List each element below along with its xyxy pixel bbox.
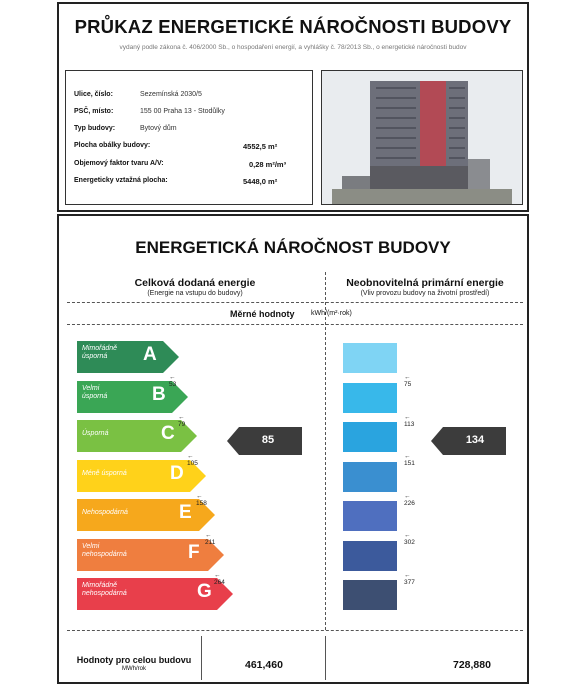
- primary-energy-class-d: [343, 462, 397, 492]
- measured-values-label: Měrné hodnoty: [230, 309, 295, 319]
- tick-value: 226: [404, 499, 415, 507]
- right-value: 134: [465, 434, 485, 446]
- totals-right-value: 728,880: [453, 659, 491, 671]
- right-tick-1: [404, 374, 411, 388]
- energy-performance-panel: [57, 214, 529, 684]
- tick-value: 264: [214, 578, 225, 586]
- ref-area-value: 5448,0 m²: [243, 177, 278, 186]
- tick-value: 302: [404, 539, 415, 546]
- band-label-line2: nehospodárná: [82, 550, 127, 558]
- band-label-line1: Velmi: [82, 542, 100, 550]
- band-label-e: [82, 509, 128, 517]
- band-letter-g: G: [197, 581, 212, 602]
- tick-arrow-icon: ←: [404, 571, 411, 579]
- tick-arrow-icon: ←: [187, 453, 194, 460]
- right-column-subheading: (Vliv provozu budovy na životní prostředí): [360, 290, 490, 297]
- band-letter-c: C: [161, 423, 175, 444]
- tick-arrow-icon: ←: [404, 413, 411, 421]
- tick-arrow-icon: ←: [196, 492, 203, 500]
- legal-subtitle: vydaný podle zákona č. 406/2000 Sb., o hospodaření energií, a vyhlášky č. 78/2013 Sb., o energetické náročnosti budov: [119, 44, 467, 51]
- primary-energy-class-c: [343, 422, 397, 452]
- type-value: Bytový dům: [140, 125, 177, 132]
- tick-arrow-icon: ←: [404, 492, 411, 500]
- tick-value: 75: [404, 381, 412, 388]
- band-label-a: [82, 345, 117, 361]
- tick-value: 151: [404, 460, 415, 467]
- certificate-header: [57, 2, 529, 212]
- band-label-line1: Mimořádně: [82, 345, 118, 352]
- band-label-line1: Nehospodárná: [82, 509, 128, 516]
- left-tick-4: [196, 493, 207, 507]
- type-label: Typ budovy:: [74, 125, 116, 132]
- primary-energy-class-e: [343, 501, 397, 531]
- totals-label: Hodnoty pro celou budovu: [76, 655, 192, 665]
- building-info: [65, 70, 313, 205]
- band-label-line1: Úsporná: [82, 430, 109, 437]
- street-label: Ulice, číslo:: [74, 91, 113, 98]
- band-label-line1: Mimořádně: [82, 582, 118, 589]
- right-tick-2: [404, 414, 414, 428]
- band-label-line2: úsporná: [82, 392, 108, 400]
- totals-left-value: 461,460: [245, 659, 283, 671]
- band-label-line1: Méně úsporná: [82, 469, 127, 477]
- factor-value: 0,28 m²/m³: [249, 160, 287, 169]
- primary-energy-class-a: [343, 343, 397, 373]
- energy-class-band-g: [77, 578, 233, 610]
- band-label-d: [82, 470, 127, 478]
- totals-sep-1: [201, 636, 202, 680]
- street-value: Sezemínská 2030/5: [140, 91, 202, 98]
- energy-class-band-e: [77, 499, 215, 531]
- primary-energy-class-g: [343, 580, 397, 610]
- band-label-line2: nehospodárná: [82, 590, 127, 597]
- factor-label: Objemový faktor tvaru A/V:: [74, 160, 164, 167]
- totals-unit: MWh/rok: [122, 666, 146, 672]
- tick-value: 211: [205, 539, 216, 546]
- tick-arrow-icon: ←: [205, 532, 212, 539]
- header-divider: [67, 302, 523, 303]
- totals-divider: [67, 630, 523, 631]
- tick-value: 53: [169, 381, 177, 388]
- band-letter-a: A: [143, 344, 157, 365]
- primary-energy-class-f: [343, 541, 397, 571]
- right-tick-5: [404, 532, 415, 546]
- band-label-g: [82, 582, 127, 598]
- energy-class-band-f: [77, 539, 224, 571]
- tick-arrow-icon: ←: [178, 413, 185, 421]
- tick-value: 113: [404, 420, 415, 428]
- right-tick-3: [404, 453, 415, 467]
- primary-energy-class-b: [343, 383, 397, 413]
- tick-arrow-icon: ←: [404, 453, 411, 460]
- totals-sep-2: [325, 636, 326, 680]
- ref-area-label: Energeticky vztažná plocha:: [74, 177, 168, 184]
- band-label-b: [82, 385, 107, 401]
- building-photo-image: [322, 71, 522, 204]
- page-title: PRŮKAZ ENERGETICKÉ NÁROČNOSTI BUDOVY: [74, 16, 512, 37]
- energy-class-band-a: [77, 341, 179, 373]
- right-tick-6: [404, 572, 415, 586]
- left-tick-3: [187, 453, 198, 467]
- left-tick-5: [205, 532, 215, 546]
- measured-values-unit: kWh/(m²·rok): [311, 310, 352, 317]
- area-value: 4552,5 m²: [243, 142, 278, 151]
- left-tick-6: [214, 572, 225, 586]
- tick-arrow-icon: ←: [404, 532, 411, 539]
- band-label-f: [82, 543, 127, 559]
- tick-arrow-icon: ←: [404, 374, 411, 381]
- left-tick-2: [178, 414, 185, 428]
- band-label-c: [82, 430, 108, 438]
- tick-arrow-icon: ←: [169, 374, 176, 381]
- tick-value: 79: [178, 420, 186, 428]
- area-label: Plocha obálky budovy:: [74, 142, 151, 149]
- band-letter-f: F: [188, 541, 200, 563]
- band-letter-e: E: [179, 502, 192, 523]
- band-label-line1: Velmi: [82, 384, 100, 392]
- psc-value: 155 00 Praha 13 - Stodůlky: [140, 108, 225, 115]
- tick-arrow-icon: ←: [214, 571, 221, 579]
- section-title: ENERGETICKÁ NÁROČNOST BUDOVY: [135, 238, 451, 257]
- left-column-subheading: (Energie na vstupu do budovy): [147, 290, 243, 297]
- building-photo: [321, 70, 523, 205]
- tick-value: 158: [196, 499, 207, 507]
- column-divider: [325, 272, 326, 630]
- measured-divider: [67, 324, 523, 325]
- tick-value: 377: [404, 578, 415, 586]
- band-letter-d: D: [170, 462, 184, 484]
- band-letter-b: B: [152, 383, 166, 405]
- psc-label: PSČ, místo:: [74, 108, 114, 115]
- left-value: 85: [261, 434, 275, 446]
- right-column-heading: Neobnovitelná primární energie: [346, 277, 504, 289]
- right-tick-4: [404, 493, 415, 507]
- tick-value: 105: [187, 460, 198, 467]
- left-column-heading: Celková dodaná energie: [134, 277, 256, 289]
- band-label-line2: úsporná: [82, 353, 108, 360]
- left-tick-1: [169, 374, 176, 388]
